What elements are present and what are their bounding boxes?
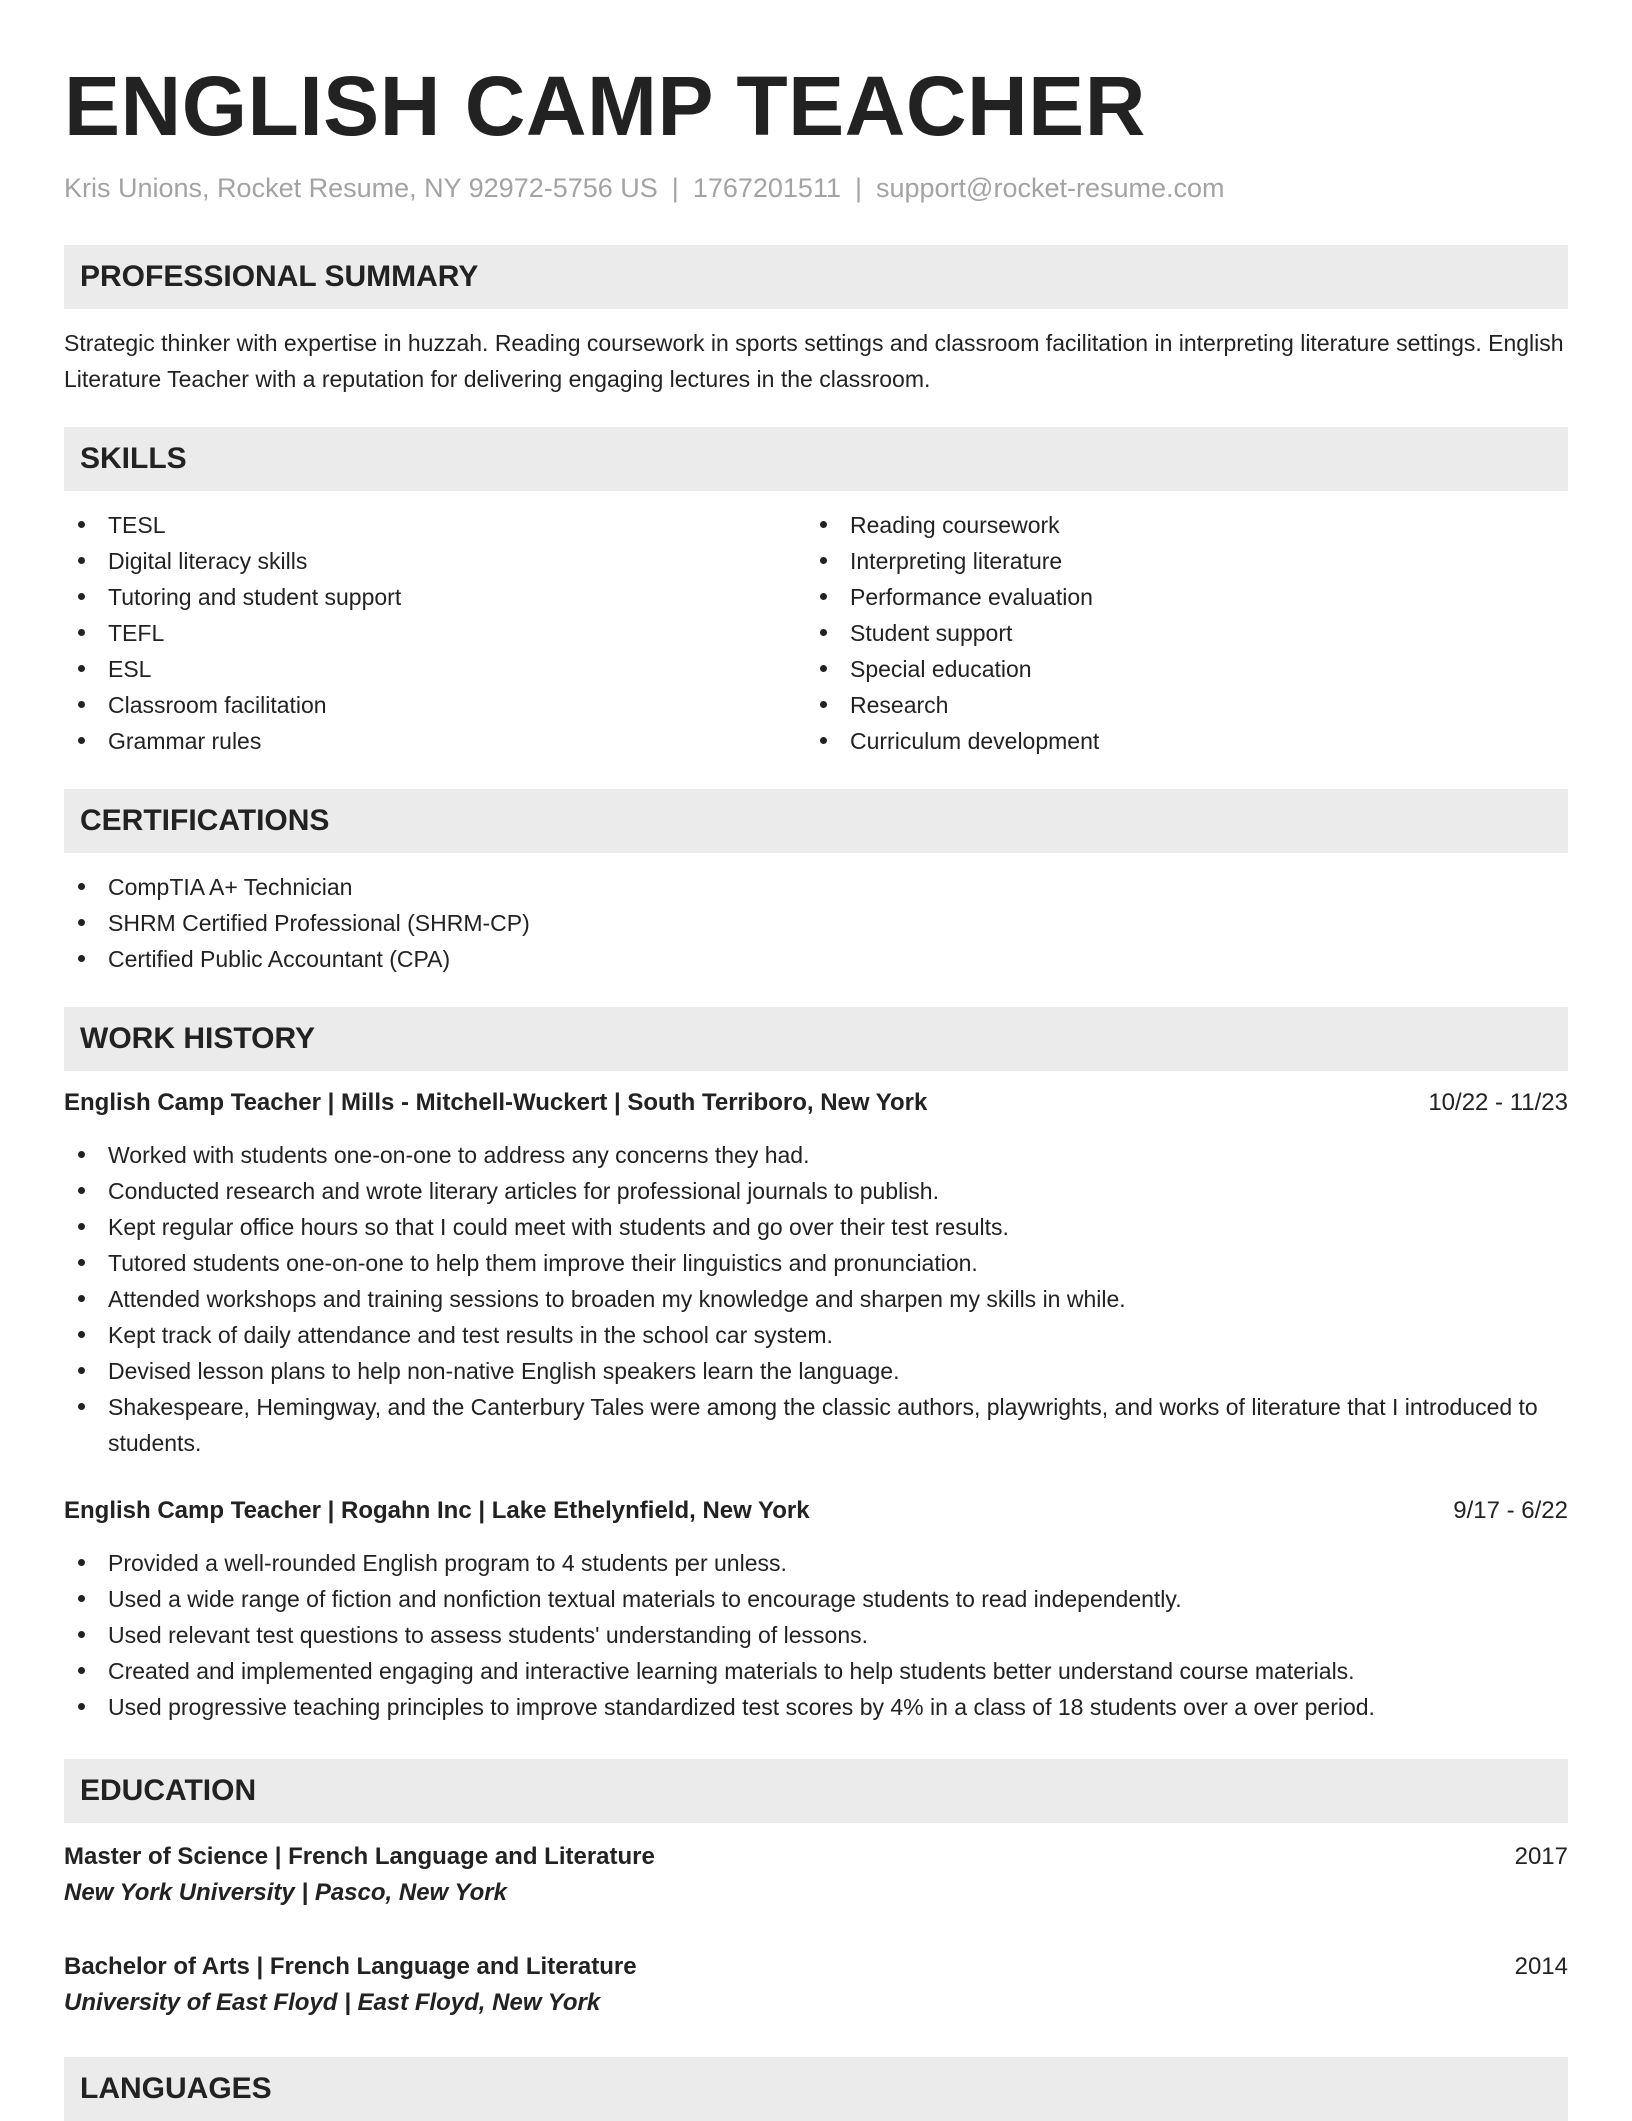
job-bullet: Attended workshops and training sessions to broaden my knowledge and sharpen my skills in while. <box>64 1281 1568 1317</box>
education-degree: Bachelor of Arts | French Language and Literature <box>64 1953 637 1980</box>
education-heading-row <box>64 1949 1568 1985</box>
job-bullet: Used relevant test questions to assess students' understanding of lessons. <box>64 1617 1568 1653</box>
bullet-icon <box>78 701 85 708</box>
bullet-icon <box>78 955 85 962</box>
section-header-education: EDUCATION <box>64 1759 1568 1823</box>
bullet-icon <box>78 883 85 890</box>
summary-text: Strategic thinker with expertise in huzzah. Reading coursework in sports settings and classroom facilitation in interpreting literature settings. English Literature Teacher with a reputation for delivering engaging lectures in the classroom. <box>64 330 1564 392</box>
job-bullet: Created and implemented engaging and interactive learning materials to help students better understand course materials. <box>64 1653 1568 1689</box>
bullet-icon <box>78 1259 85 1266</box>
job-bullet: Used a wide range of fiction and nonfiction textual materials to encourage students to read independently. <box>64 1581 1568 1617</box>
section-header-skills: SKILLS <box>64 427 1568 491</box>
contact-line <box>64 170 1568 206</box>
bullet-icon <box>78 1331 85 1338</box>
skill-item: Digital literacy skills <box>64 543 806 579</box>
education-school: University of East Floyd | East Floyd, New York <box>64 1989 601 2016</box>
contact-separator: | <box>671 173 679 203</box>
education-entry <box>64 1839 1568 1911</box>
job-bullet: Tutored students one-on-one to help them improve their linguistics and pronunciation. <box>64 1245 1568 1281</box>
certification-item: Certified Public Accountant (CPA) <box>64 941 1568 977</box>
job-heading: English Camp Teacher | Rogahn Inc | Lake Ethelynfield, New York <box>64 1497 810 1524</box>
bullet-icon <box>78 557 85 564</box>
job-bullet: Provided a well-rounded English program to 4 students per unless. <box>64 1545 1568 1581</box>
section-header-summary: PROFESSIONAL SUMMARY <box>64 245 1568 309</box>
bullet-icon <box>78 1667 85 1674</box>
job-bullet: Kept track of daily attendance and test results in the school car system. <box>64 1317 1568 1353</box>
bullet-icon <box>820 557 827 564</box>
bullet-icon <box>78 1187 85 1194</box>
skill-item: Curriculum development <box>806 723 1548 759</box>
job-entry <box>64 1493 1568 1725</box>
skill-item: Classroom facilitation <box>64 687 806 723</box>
job-bullet: Conducted research and wrote literary articles for professional journals to publish. <box>64 1173 1568 1209</box>
bullet-icon <box>78 521 85 528</box>
skill-item: Interpreting literature <box>806 543 1548 579</box>
section-header-languages: LANGUAGES <box>64 2057 1568 2121</box>
bullet-icon <box>820 629 827 636</box>
contact-email: support@rocket-resume.com <box>876 173 1225 203</box>
skill-item: Tutoring and student support <box>64 579 806 615</box>
skills-column-left <box>64 507 806 759</box>
skill-item: Reading coursework <box>806 507 1548 543</box>
job-bullet: Worked with students one-on-one to address any concerns they had. <box>64 1137 1568 1173</box>
education-school: New York University | Pasco, New York <box>64 1879 507 1906</box>
job-heading: English Camp Teacher | Mills - Mitchell-Wuckert | South Terriboro, New York <box>64 1089 928 1116</box>
bullet-icon <box>78 1295 85 1302</box>
contact-separator: | <box>854 173 862 203</box>
job-bullet: Kept regular office hours so that I could meet with students and go over their test results. <box>64 1209 1568 1245</box>
job-bullets <box>64 1137 1568 1461</box>
skill-item: TESL <box>64 507 806 543</box>
skill-item: TEFL <box>64 615 806 651</box>
bullet-icon <box>78 1223 85 1230</box>
bullet-icon <box>78 629 85 636</box>
contact-phone: 1767201511 <box>692 173 841 203</box>
bullet-icon <box>820 701 827 708</box>
job-bullet: Shakespeare, Hemingway, and the Canterbury Tales were among the classic authors, playwrights, and works of literature that I introduced to students. <box>64 1389 1568 1461</box>
skills-list <box>64 507 1568 759</box>
job-heading-row <box>64 1085 1568 1121</box>
certification-item: SHRM Certified Professional (SHRM-CP) <box>64 905 1568 941</box>
certification-item: CompTIA A+ Technician <box>64 869 1568 905</box>
section-header-work-history: WORK HISTORY <box>64 1007 1568 1071</box>
skill-item: Performance evaluation <box>806 579 1548 615</box>
bullet-icon <box>78 1367 85 1374</box>
bullet-icon <box>78 1631 85 1638</box>
education-heading-row <box>64 1839 1568 1875</box>
skill-item: ESL <box>64 651 806 687</box>
bullet-icon <box>78 1703 85 1710</box>
bullet-icon <box>78 1559 85 1566</box>
education-year: 2017 <box>1514 1843 1568 1870</box>
job-dates: 9/17 - 6/22 <box>1453 1497 1568 1524</box>
bullet-icon <box>78 1151 85 1158</box>
resume-title: ENGLISH CAMP TEACHER <box>64 59 1146 153</box>
bullet-icon <box>78 1403 85 1410</box>
skill-item: Research <box>806 687 1548 723</box>
section-header-certifications: CERTIFICATIONS <box>64 789 1568 853</box>
contact-address: Kris Unions, Rocket Resume, NY 92972-5756 US <box>64 173 658 203</box>
bullet-icon <box>78 593 85 600</box>
bullet-icon <box>78 919 85 926</box>
skill-item: Special education <box>806 651 1548 687</box>
bullet-icon <box>820 737 827 744</box>
skill-item: Student support <box>806 615 1548 651</box>
education-year: 2014 <box>1514 1953 1568 1980</box>
job-heading-row <box>64 1493 1568 1529</box>
bullet-icon <box>820 665 827 672</box>
bullet-icon <box>78 1595 85 1602</box>
education-entry <box>64 1949 1568 2021</box>
job-dates: 10/22 - 11/23 <box>1428 1089 1568 1116</box>
job-bullets <box>64 1545 1568 1725</box>
bullet-icon <box>820 593 827 600</box>
certifications-list <box>64 869 1568 977</box>
education-degree: Master of Science | French Language and Literature <box>64 1843 655 1870</box>
skill-item: Grammar rules <box>64 723 806 759</box>
bullet-icon <box>78 665 85 672</box>
job-bullet: Devised lesson plans to help non-native English speakers learn the language. <box>64 1353 1568 1389</box>
job-bullet: Used progressive teaching principles to improve standardized test scores by 4% in a class of 18 students over a over period. <box>64 1689 1568 1725</box>
resume-page <box>64 0 1568 2121</box>
job-entry <box>64 1085 1568 1461</box>
bullet-icon <box>78 737 85 744</box>
skills-column-right <box>806 507 1548 759</box>
bullet-icon <box>820 521 827 528</box>
